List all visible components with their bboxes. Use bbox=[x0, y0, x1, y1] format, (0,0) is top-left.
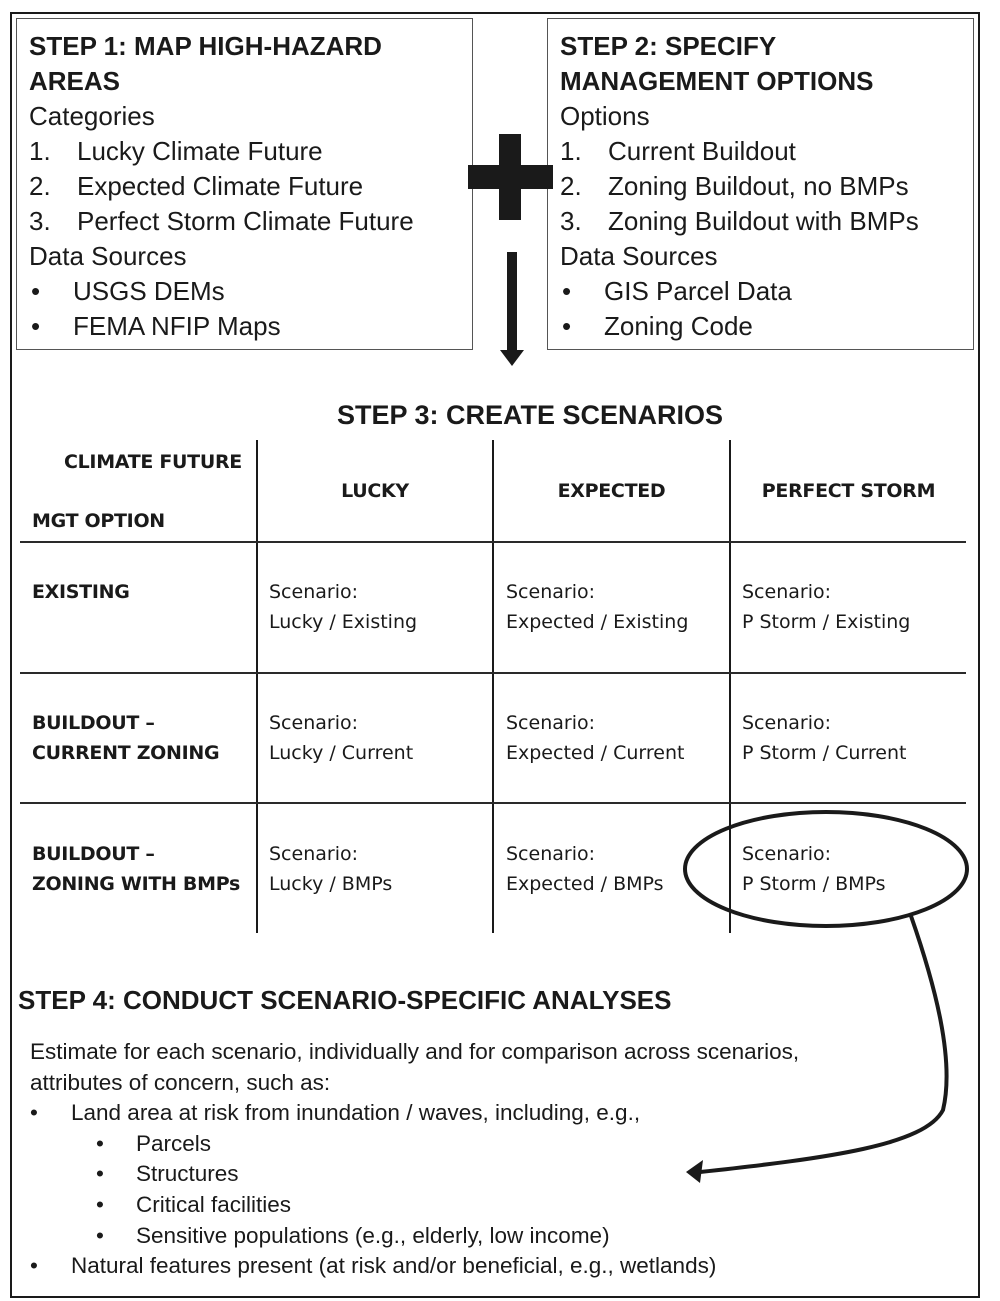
scenario-value: P Storm / Existing bbox=[742, 611, 911, 633]
scenario-value: P Storm / Current bbox=[742, 742, 907, 764]
step4-subitem bbox=[30, 1221, 799, 1252]
row-header-line: CURRENT ZONING bbox=[32, 742, 220, 764]
scenario-value: P Storm / BMPs bbox=[742, 873, 886, 895]
bullet-icon: • bbox=[96, 1130, 104, 1156]
corner-header-climate-future: CLIMATE FUTURE bbox=[63, 451, 242, 473]
step1-categories-label: Categories bbox=[29, 101, 155, 131]
step2-option-item bbox=[560, 169, 973, 204]
list-number: 3. bbox=[560, 206, 582, 236]
list-number: 2. bbox=[560, 171, 582, 201]
scenario-cell-highlighted bbox=[742, 839, 886, 899]
step1-box bbox=[16, 18, 473, 350]
list-number: 1. bbox=[560, 136, 582, 166]
row-header-line: BUILDOUT – bbox=[32, 712, 155, 734]
scenario-label: Scenario: bbox=[742, 843, 831, 865]
subitem-text: Sensitive populations (e.g., elderly, low income) bbox=[136, 1222, 610, 1248]
row-header-line: EXISTING bbox=[32, 581, 130, 603]
step2-data-sources-label: Data Sources bbox=[560, 241, 718, 271]
row-header-buildout-zoning-with-bmps bbox=[32, 839, 240, 899]
bullet-icon: • bbox=[30, 1253, 38, 1279]
item-text: Natural features present (at risk and/or beneficial, e.g., wetlands) bbox=[71, 1253, 717, 1279]
scenario-cell bbox=[742, 708, 906, 768]
row-header-line: BUILDOUT – bbox=[32, 843, 155, 865]
column-header-lucky: LUCKY bbox=[341, 480, 409, 502]
step4-item bbox=[30, 1251, 799, 1282]
step4-intro-line2: attributes of concern, such as: bbox=[30, 1069, 331, 1095]
scenario-value: Expected / Current bbox=[506, 742, 685, 764]
step1-data-source-item bbox=[29, 309, 472, 344]
category-text: Expected Climate Future bbox=[77, 171, 364, 201]
item-text: Land area at risk from inundation / waves, including, e.g., bbox=[71, 1100, 641, 1126]
scenario-cell bbox=[506, 708, 685, 768]
scenario-label: Scenario: bbox=[742, 712, 831, 734]
grid-divider-vertical bbox=[492, 440, 494, 933]
subitem-text: Structures bbox=[136, 1161, 239, 1187]
grid-divider-vertical bbox=[256, 440, 258, 933]
scenario-label: Scenario: bbox=[506, 581, 595, 603]
step2-title-line1: STEP 2: SPECIFY bbox=[560, 31, 777, 61]
bullet-icon: • bbox=[562, 276, 572, 306]
bullet-icon: • bbox=[96, 1161, 104, 1187]
step1-category-item bbox=[29, 169, 472, 204]
step3-title: STEP 3: CREATE SCENARIOS bbox=[336, 400, 724, 430]
bullet-icon: • bbox=[31, 276, 41, 306]
grid-divider-horizontal bbox=[20, 802, 966, 804]
column-header-expected: EXPECTED bbox=[557, 480, 666, 502]
row-header-buildout-current-zoning bbox=[32, 708, 219, 768]
bullet-icon: • bbox=[562, 311, 572, 341]
corner-header-mgt-option: MGT OPTION bbox=[32, 510, 165, 532]
scenario-matrix bbox=[20, 440, 966, 933]
scenario-label: Scenario: bbox=[506, 843, 595, 865]
step1-title-line2: AREAS bbox=[29, 66, 121, 96]
step1-category-item bbox=[29, 134, 472, 169]
bullet-icon: • bbox=[30, 1100, 38, 1126]
scenario-label: Scenario: bbox=[269, 843, 358, 865]
scenario-label: Scenario: bbox=[742, 581, 831, 603]
option-text: Zoning Buildout with BMPs bbox=[608, 206, 919, 236]
subitem-text: Parcels bbox=[136, 1130, 212, 1156]
scenario-value: Expected / BMPs bbox=[506, 873, 664, 895]
data-source-text: USGS DEMs bbox=[73, 276, 225, 306]
bullet-icon: • bbox=[96, 1191, 104, 1217]
scenario-cell bbox=[742, 577, 910, 637]
scenario-value: Lucky / BMPs bbox=[269, 873, 393, 895]
step4-intro-line1: Estimate for each scenario, individually and for comparison across scenarios, bbox=[30, 1039, 800, 1064]
step4-title: STEP 4: CONDUCT SCENARIO-SPECIFIC ANALYSES bbox=[18, 985, 672, 1015]
scenario-cell bbox=[269, 577, 417, 637]
grid-divider-horizontal bbox=[20, 541, 966, 543]
grid-divider-horizontal bbox=[20, 672, 966, 674]
step4-subitem bbox=[30, 1190, 799, 1221]
plus-icon-vertical-bar bbox=[499, 134, 521, 220]
step4-item bbox=[30, 1098, 799, 1129]
option-text: Zoning Buildout, no BMPs bbox=[608, 171, 909, 201]
scenario-label: Scenario: bbox=[269, 581, 358, 603]
scenario-value: Lucky / Current bbox=[269, 742, 414, 764]
scenario-cell bbox=[506, 839, 664, 899]
scenario-cell bbox=[506, 577, 688, 637]
step2-data-source-item bbox=[560, 274, 973, 309]
step4-subitem bbox=[30, 1159, 799, 1190]
step1-data-source-item bbox=[29, 274, 472, 309]
step2-box bbox=[547, 18, 974, 350]
step2-options-label: Options bbox=[560, 101, 650, 131]
step4-subitem bbox=[30, 1129, 799, 1160]
bullet-icon: • bbox=[31, 311, 41, 341]
arrow-down-head bbox=[500, 350, 524, 366]
category-text: Lucky Climate Future bbox=[77, 136, 323, 166]
step1-category-item bbox=[29, 204, 472, 239]
list-number: 2. bbox=[29, 171, 51, 201]
list-number: 3. bbox=[29, 206, 51, 236]
step2-data-source-item bbox=[560, 309, 973, 344]
scenario-cell bbox=[269, 708, 413, 768]
step1-data-sources-label: Data Sources bbox=[29, 241, 187, 271]
column-header-perfect-storm: PERFECT STORM bbox=[761, 480, 936, 502]
row-header-line: ZONING WITH BMPs bbox=[32, 873, 241, 895]
subitem-text: Critical facilities bbox=[136, 1191, 292, 1217]
step2-option-item bbox=[560, 204, 973, 239]
scenario-label: Scenario: bbox=[269, 712, 358, 734]
data-source-text: FEMA NFIP Maps bbox=[73, 311, 281, 341]
scenario-cell bbox=[269, 839, 392, 899]
arrow-down-shaft bbox=[507, 252, 517, 350]
data-source-text: Zoning Code bbox=[604, 311, 753, 341]
scenario-value: Expected / Existing bbox=[506, 611, 689, 633]
row-header-existing bbox=[32, 577, 130, 607]
category-text: Perfect Storm Climate Future bbox=[77, 206, 414, 236]
option-text: Current Buildout bbox=[608, 136, 796, 166]
scenario-label: Scenario: bbox=[506, 712, 595, 734]
bullet-icon: • bbox=[96, 1222, 104, 1248]
step1-title-line1: STEP 1: MAP HIGH-HAZARD bbox=[29, 31, 382, 61]
step4-body bbox=[30, 1037, 799, 1282]
step2-title-line2: MANAGEMENT OPTIONS bbox=[560, 66, 874, 96]
scenario-value: Lucky / Existing bbox=[269, 611, 418, 633]
grid-divider-vertical bbox=[729, 440, 731, 933]
step2-option-item bbox=[560, 134, 973, 169]
list-number: 1. bbox=[29, 136, 51, 166]
data-source-text: GIS Parcel Data bbox=[604, 276, 792, 306]
